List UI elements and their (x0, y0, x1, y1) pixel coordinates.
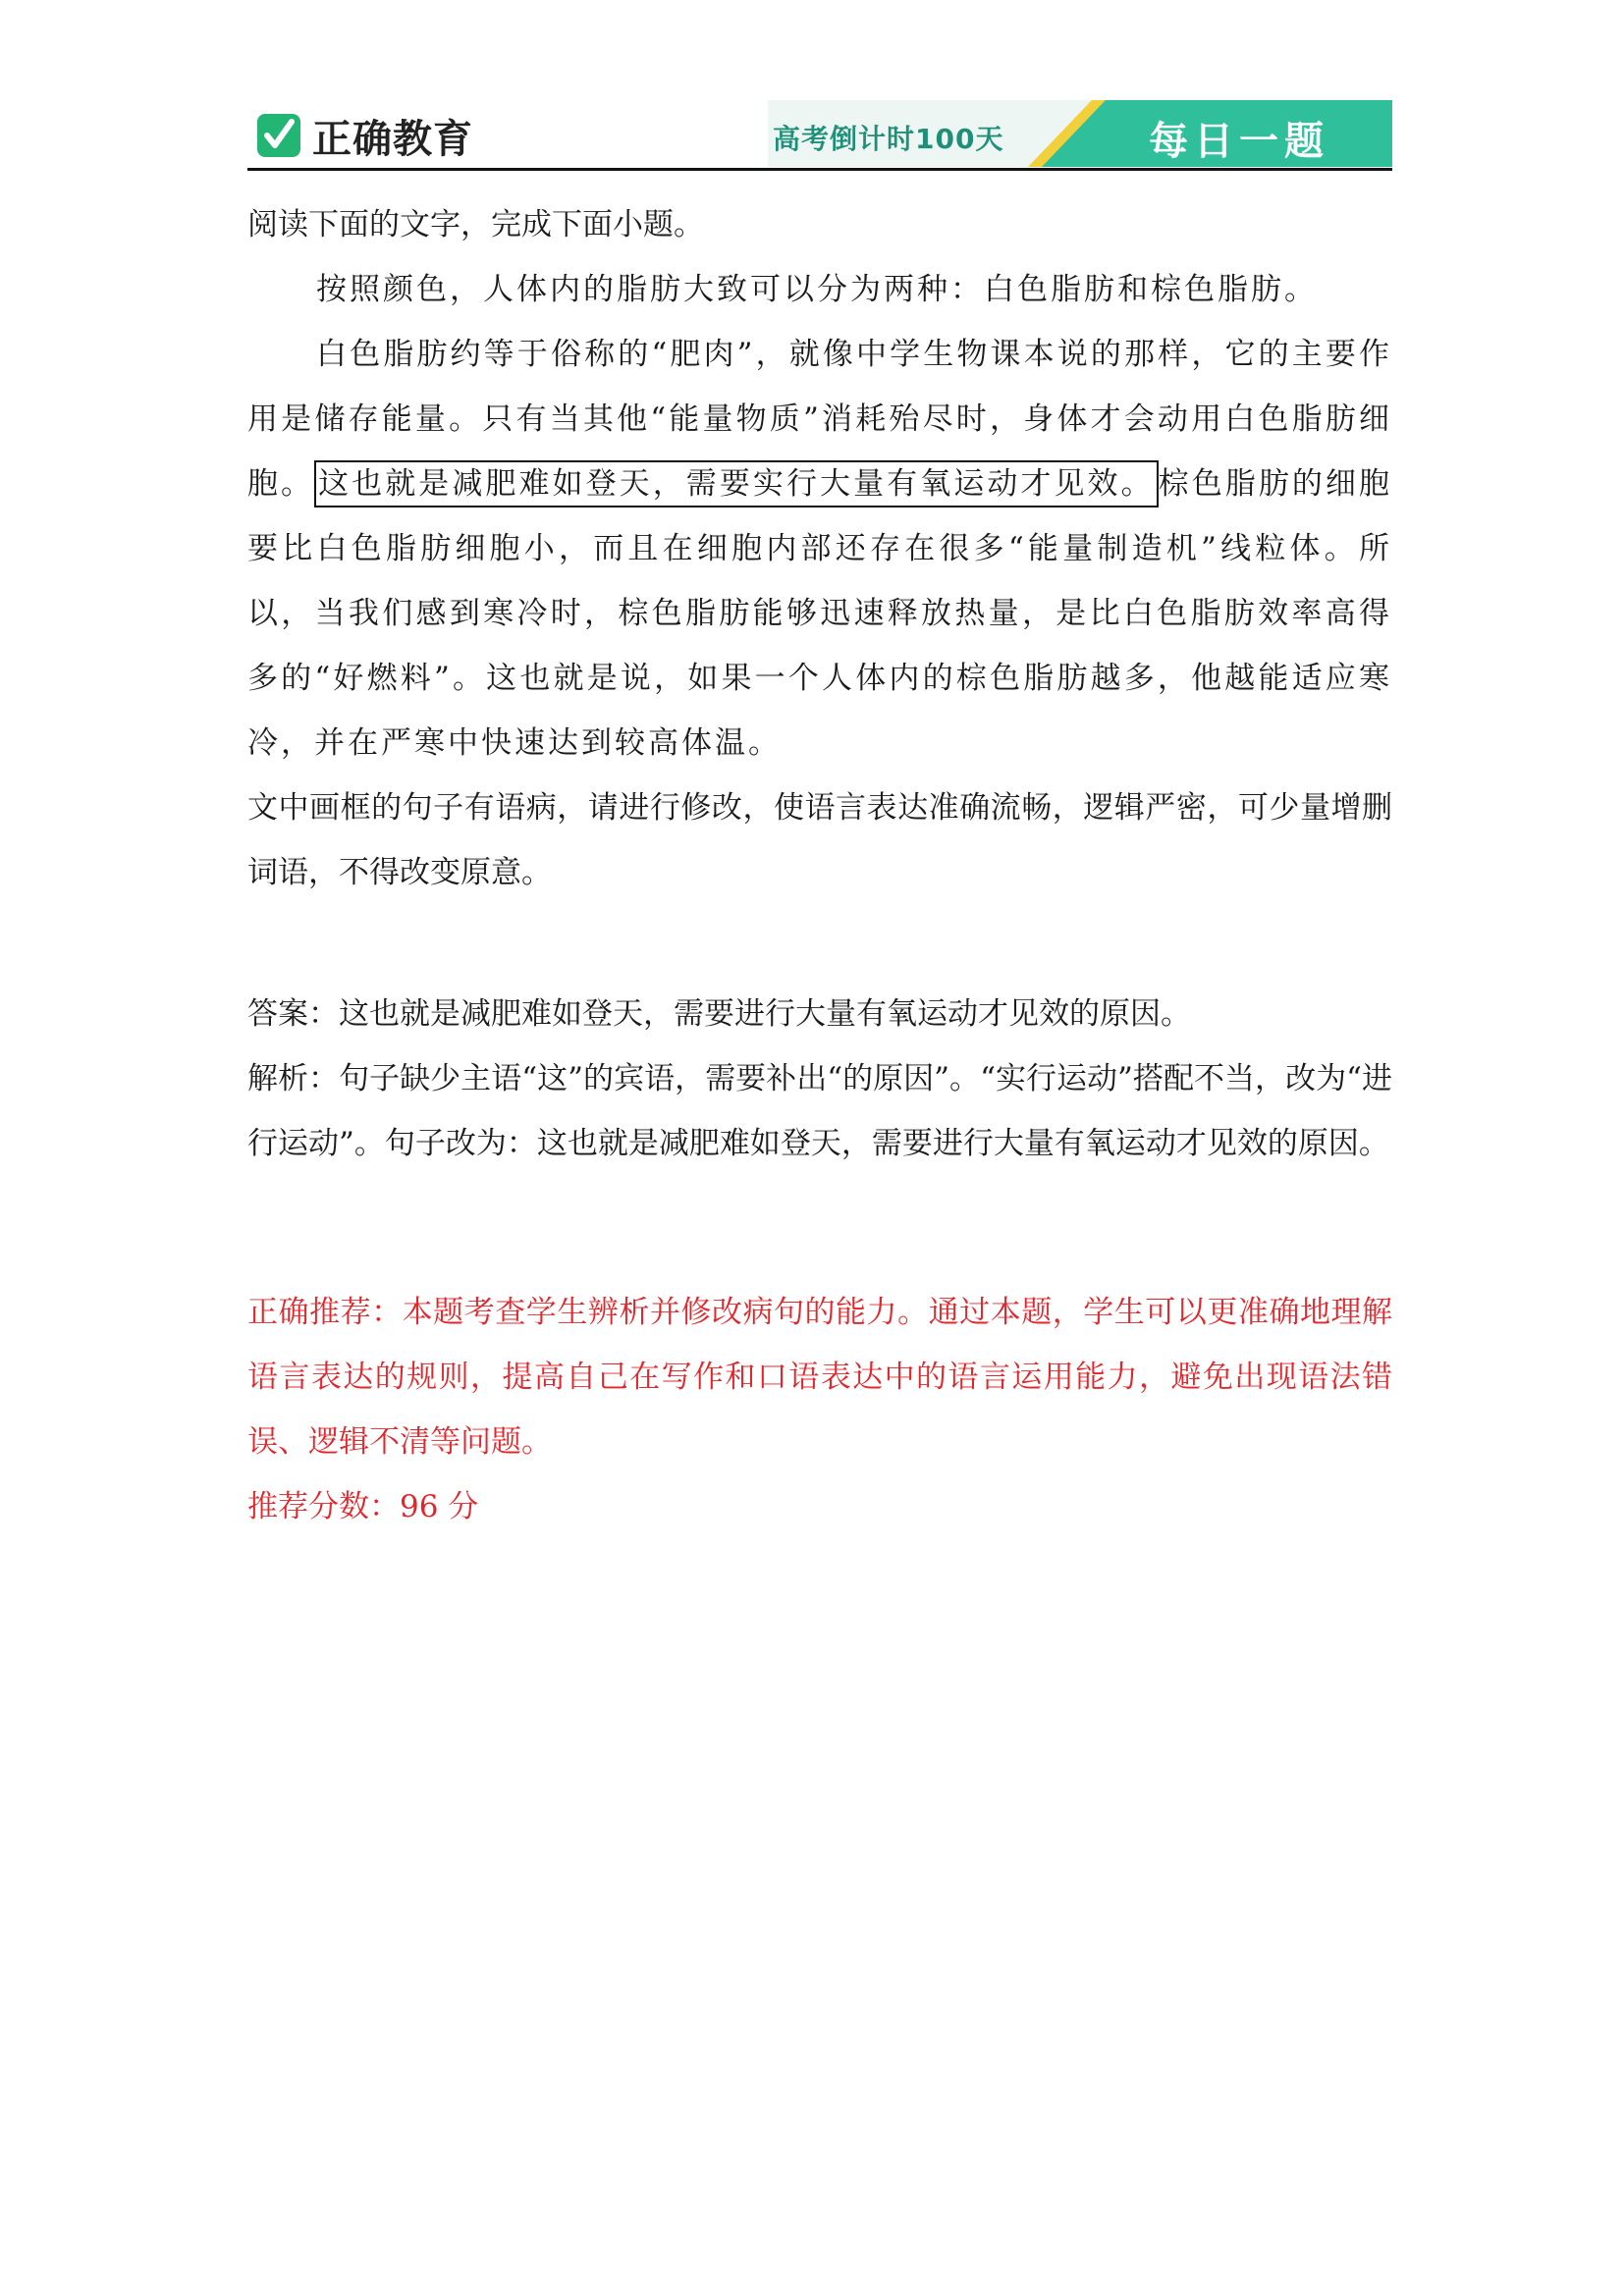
page-header (247, 100, 1392, 167)
passage-paragraph-2 (247, 322, 1392, 775)
passage-text-after: 棕色脂肪的细胞要比白色脂肪细胞小，而且在细胞内部还存在很多“能量制造机”线粒体。所以，当我们感到寒冷时，棕色脂肪能够迅速释放热量，是比白色脂肪效率高得多的“好燃料”。这也就是说，如果一个人体内的棕色脂肪越多，他越能适应寒冷，并在严寒中快速达到较高体温。 (247, 466, 1393, 761)
analysis-text: 解析：句子缺少主语“这”的宾语，需要补出“的原因”。“实行运动”搭配不当，改为“进行运动”。句子改为：这也就是减肥难如登天，需要进行大量有氧运动才见效的原因。 (247, 1061, 1392, 1161)
countdown-label: 高考倒计时100天 (773, 123, 1004, 155)
brand-logo (257, 112, 473, 162)
brand-name: 正确教育 (312, 116, 473, 162)
answer-text: 答案：这也就是减肥难如登天，需要进行大量有氧运动才见效的原因。 (247, 996, 1191, 1032)
daily-question-label: 每日一题 (1149, 119, 1329, 164)
recommendation-score: 推荐分数：96 分 (247, 1489, 479, 1524)
passage-paragraph-1: 按照颜色，人体内的脂肪大致可以分为两种：白色脂肪和棕色脂肪。 (316, 272, 1318, 307)
boxed-sentence: 这也就是减肥难如登天，需要实行大量有氧运动才见效。 (314, 460, 1159, 507)
passage-text-before: 白色脂肪约等于俗称的“肥肉”，就像中学生物课本说的那样，它的主要作用是储存能量。只有当其他“能量物质”消耗殆尽时，身体才会动用白色脂肪细胞。 (247, 337, 1392, 502)
question-intro: 阅读下面的文字，完成下面小题。 (247, 207, 704, 242)
header-divider (247, 168, 1392, 171)
recommendation-text: 正确推荐：本题考查学生辨析并修改病句的能力。通过本题，学生可以更准确地理解语言表达的规则，提高自己在写作和口语表达中的语言运用能力，避免出现语法错误、逻辑不清等问题。 (247, 1295, 1392, 1460)
checkmark-icon (257, 114, 300, 157)
question-prompt: 文中画框的句子有语病，请进行修改，使语言表达准确流畅，逻辑严密，可少量增删词语，不得改变原意。 (247, 790, 1392, 890)
page-content (247, 192, 1392, 1539)
